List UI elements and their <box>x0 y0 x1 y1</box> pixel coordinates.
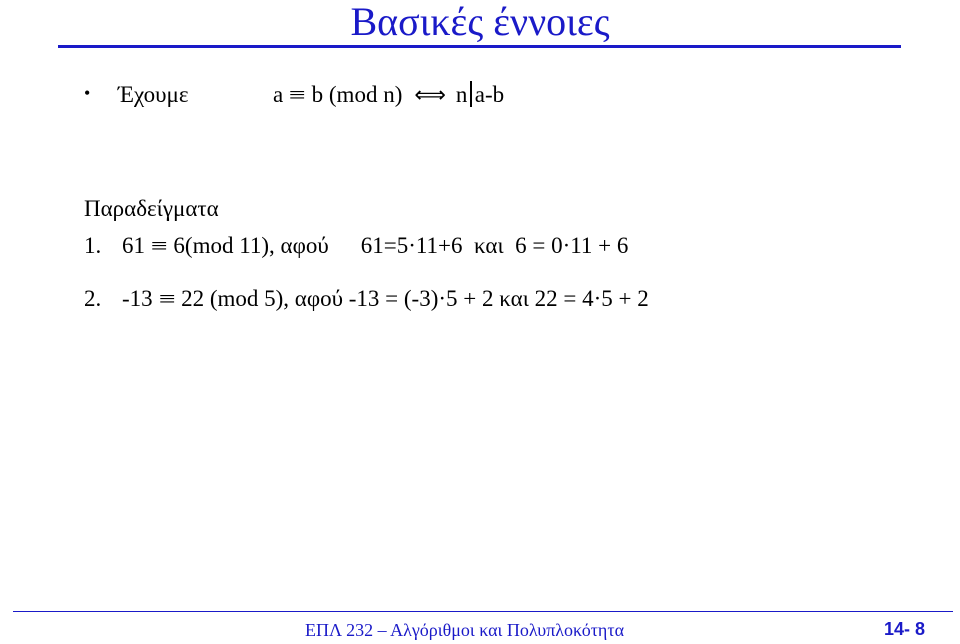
congruence-definition <box>273 81 504 110</box>
divides-rhs: a-b <box>474 82 505 107</box>
divides-bar-icon <box>470 81 471 107</box>
footer-rule <box>13 611 953 612</box>
definition-rhs: b (mod n) <box>311 82 403 107</box>
congruence-symbol: ≡ <box>289 82 306 107</box>
congruence-symbol: ≡ <box>150 233 168 258</box>
example-rhs: 6(mod 11), αφού <box>173 233 329 258</box>
example-reason-2: 6 = 0·11 + 6 <box>515 233 629 258</box>
var-n: n <box>455 82 468 107</box>
bullet-icon: • <box>84 83 91 103</box>
have-label: Έχουμε <box>118 82 189 107</box>
iff-arrow-icon: ⟺ <box>414 83 446 108</box>
example-lhs: 61 <box>122 233 145 258</box>
example-conj: και <box>474 233 504 258</box>
example-rhs: 22 (mod 5), αφού -13 = (-3)·5 + 2 και 22 = 4·5 + 2 <box>181 286 649 311</box>
var-a: a <box>273 82 284 107</box>
footer-course: ΕΠΛ 232 – Αλγόριθμοι και Πολυπλοκότητα <box>305 620 625 640</box>
example-2 <box>84 285 649 313</box>
example-reason-1: 61=5·11+6 <box>360 233 463 258</box>
example-lhs: -13 <box>122 286 153 311</box>
examples-label: Παραδείγματα <box>84 196 219 221</box>
example-1 <box>84 232 628 260</box>
slide-title: Βασικές έννοιες <box>350 0 610 44</box>
congruence-symbol: ≡ <box>158 286 176 311</box>
example-number: 1. <box>84 233 102 258</box>
page-number: 14- 8 <box>884 619 926 639</box>
title-underline <box>58 45 901 48</box>
example-number: 2. <box>84 286 102 311</box>
